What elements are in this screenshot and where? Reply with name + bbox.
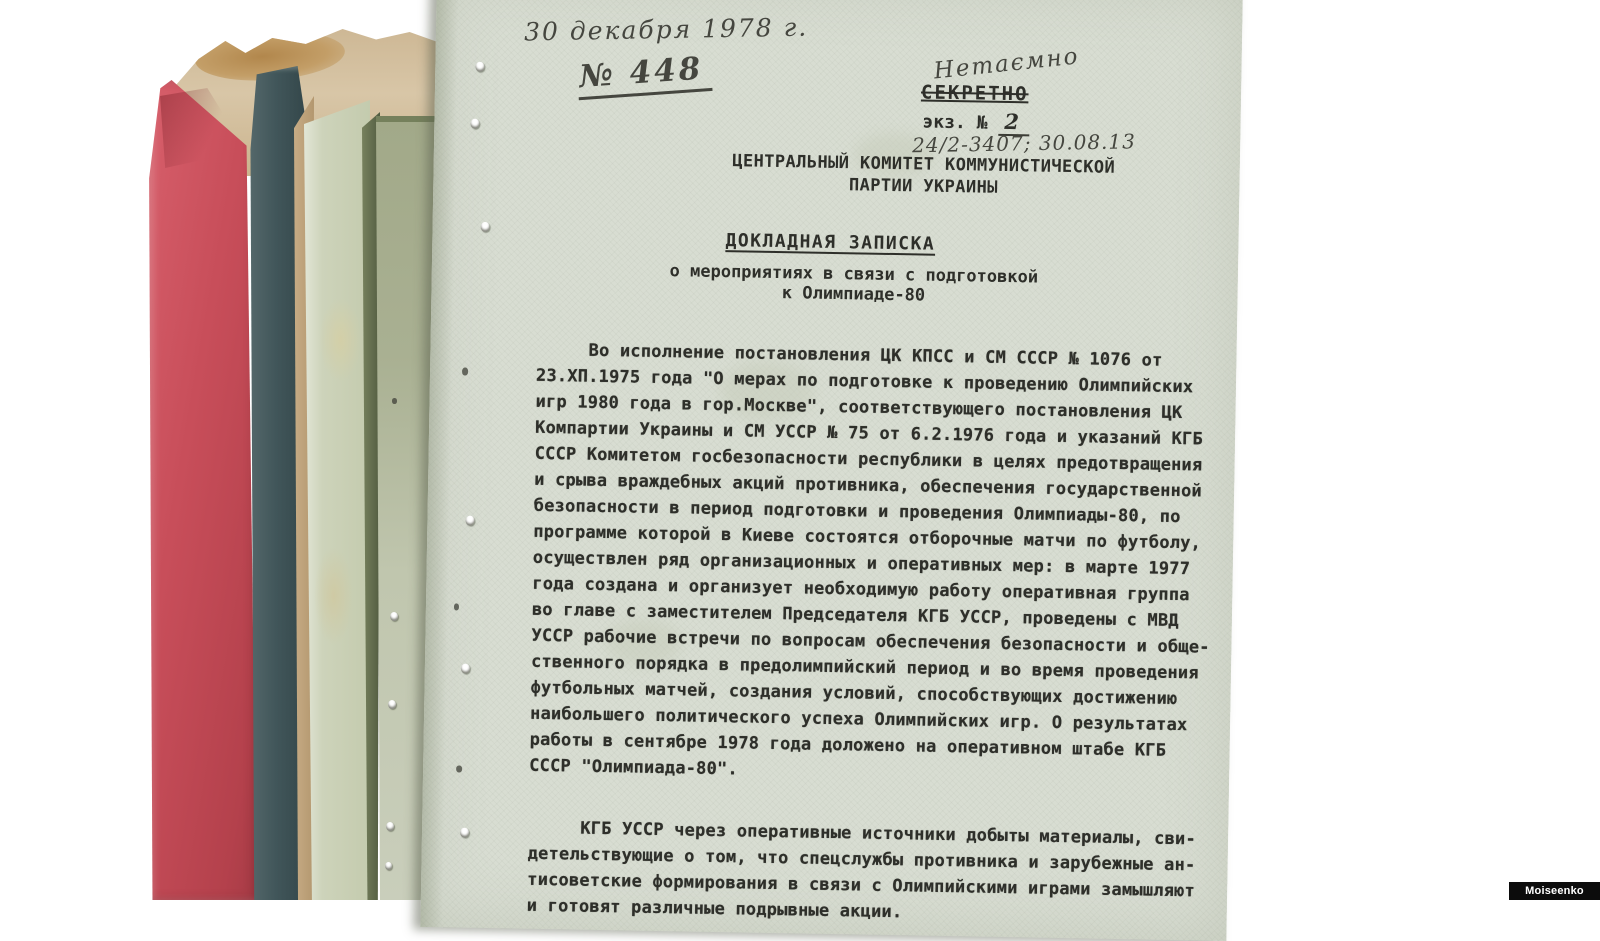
typed-line: Во исполнение постановления ЦК КПСС и СМ СССР № 1076 от	[536, 339, 1163, 371]
punch-hole	[460, 828, 469, 838]
typed-line: детельствующие о том, что спецслужбы противника и зарубежные ан-	[527, 843, 1196, 876]
punch-hole	[385, 862, 392, 870]
typed-line: СССР "Олимпиада-80".	[529, 755, 739, 780]
punch-hole	[386, 822, 394, 831]
staple-mark	[462, 367, 468, 375]
staple-mark	[456, 765, 462, 772]
typed-line: УССР рабочие встречи по вопросам обеспечения безопасности и обще-	[531, 625, 1210, 658]
typed-line: и готовят различные подрывные акции.	[526, 895, 903, 923]
document-title: ДОКЛАДНАЯ ЗАПИСКА	[725, 230, 936, 255]
paragraph-1	[529, 337, 1229, 791]
photo-credit: Moiseenko Liubov	[1509, 882, 1600, 900]
copy-label: экз. №	[922, 111, 988, 134]
punch-hole	[481, 222, 490, 232]
typed-line: и срыва враждебных акций противника, обеспечения государственной	[534, 469, 1203, 502]
handwritten-file-reference: 24/2-3407; 30.08.13	[911, 129, 1137, 158]
org-line2: ПАРТИИ УКРАИНЫ	[848, 175, 998, 198]
document-subject	[553, 259, 1154, 309]
paragraph-2	[527, 815, 1221, 931]
staple-mark	[454, 603, 459, 610]
typed-line: года создана и организует необходимую работу оперативная группа	[532, 573, 1190, 606]
punch-hole	[388, 700, 396, 709]
typed-line: во главе с заместителем Председателя КГБ УССР, проведены с МВД	[531, 599, 1179, 632]
typed-line: работы в сентябре 1978 года доложено на оперативном штабе КГБ	[529, 729, 1167, 761]
typed-line: КГБ УССР через оперативные источники добыты материалы, сви-	[527, 817, 1197, 850]
punch-hole	[470, 119, 479, 129]
handwritten-date: 30 декабря 1978 г.	[523, 12, 809, 47]
handwritten-doc-number: № 448	[576, 50, 713, 100]
typed-line: ственного порядка в предолимпийский период и во время проведения	[530, 651, 1199, 684]
staple-mark	[392, 398, 397, 404]
organization-header	[613, 148, 1234, 203]
typed-line: наибольшего политического успеха Олимпийских игр. О результатах	[529, 703, 1188, 736]
punch-hole	[390, 612, 398, 621]
copy-number-line	[922, 107, 1029, 134]
typed-line: программе которой в Киеве состоятся отборочные матчи по футболу,	[533, 521, 1202, 554]
subject-line1: о мероприятиях в связи с подготовкой	[669, 261, 1039, 288]
typed-line: футбольных матчей, создания условий, способствующих достижению	[530, 677, 1178, 710]
typed-line: тисоветские формирования в связи с Олимпийскими играми замышляют	[527, 869, 1196, 902]
typed-line: СССР Комитетом госбезопасности республики в целях предотвращения	[534, 443, 1203, 476]
green-mottled-sheet	[304, 100, 370, 900]
secret-stamp-struck-through: СЕКРЕТНО	[920, 81, 1029, 106]
typed-line: осуществлен ряд организационных и оперативных мер: в марте 1977	[532, 547, 1191, 580]
punch-hole	[475, 62, 484, 72]
typed-line: игр 1980 года в гор.Москве", соответствующего постановления ЦК	[535, 391, 1183, 424]
document-body	[527, 337, 1229, 931]
handwritten-copy-number: 2	[998, 109, 1029, 137]
typed-line: безопасности в период подготовки и проведения Олимпиады-80, по	[533, 495, 1181, 528]
punch-hole	[461, 664, 470, 674]
org-line1: ЦЕНТРАЛЬНЫЙ КОМИТЕТ КОММУНИСТИЧЕСКОЙ	[732, 151, 1116, 178]
red-folder-cover	[148, 80, 260, 900]
typed-line: 23.ХП.1975 года "О мерах по подготовке к проведению Олимпийских	[535, 365, 1194, 398]
typed-line: Компартии Украины и СМ УССР № 75 от 6.2.1976 года и указаний КГБ	[534, 417, 1204, 450]
punch-hole	[465, 516, 474, 526]
subject-line2: к Олимпиаде-80	[781, 283, 926, 306]
handwritten-declassified-note: Нетаємно	[932, 43, 1081, 85]
document-page	[420, 0, 1242, 941]
